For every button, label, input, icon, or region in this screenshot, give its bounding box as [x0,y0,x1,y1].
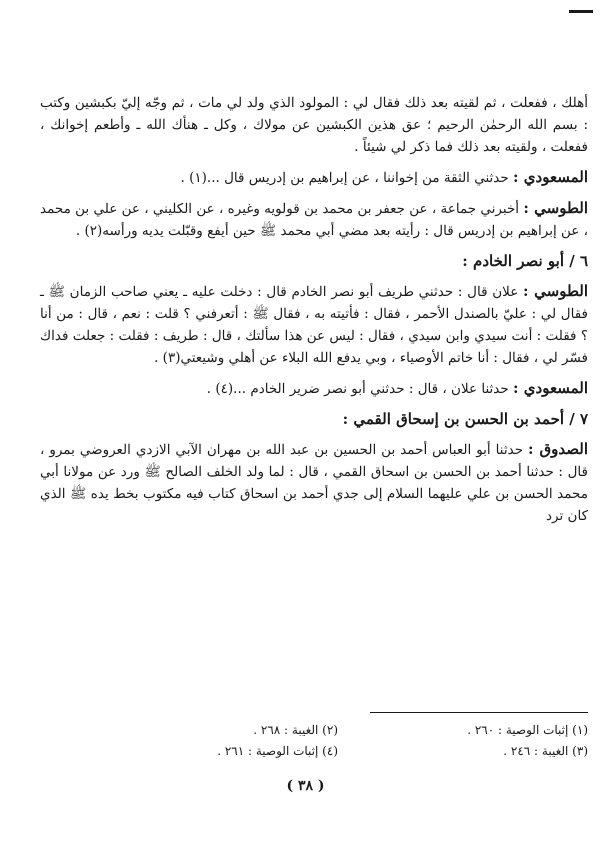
paragraph-text: حدثنا أبو العباس أحمد بن الحسين بن عبد الله بن مهران الآبي الازدي العروضي بمرو ، قال : حدثنا أحمد بن الحسن بن اسحاق القمي ، قال : لما ولد الخلف الصالح ﷺ ورد عن مولانا أبي محمد الحسن بن علي عليهما السلام إلى جدي أحمد بن اسحاق كتاب فيه مكتوب بخط يده ﷺ الذي كان ترد [40,442,588,524]
footnote: (٢) الغيبة : ٢٦٨ . [253,723,338,737]
footnote-separator [370,712,588,713]
footnote: (٤) إثبات الوصية : ٢٦١ . [217,744,338,758]
paragraph-text: علان قال : حدثني طريف أبو نصر الخادم قال : دخلت عليه ـ يعني صاحب الزمان ﷺ ـ فقال لي : عليّ بالصندل الأحمر ، فقال : فأتيته به ، فقال ﷺ : أتعرفني ؟ قلت : نعم ، قال : من أنا ؟ فقلت : أنت سيدي وابن سيدي ، فقال : ليس عن هذا سألتك ، قال : طريف : فقلت : جعلت فداك فسّر لي ، فقال : أنا خاتم الأوصياء ، وبي يدفع الله البلاء عن أهلي وشيعتي(٣) . [40,284,588,366]
section-heading: ٦ / أبو نصر الخادم : [462,252,588,270]
header-rule [569,10,593,13]
main-text [40,92,588,535]
footnote: (٣) الغيبة : ٢٤٦ . [503,744,588,758]
footnote: (١) إثبات الوصية : ٢٦٠ . [467,723,588,737]
paragraph [40,166,588,189]
paragraph-text: حدثنا علان ، قال : حدثني أبو نصر ضرير الخادم ...(٤) . [206,381,514,397]
section-heading: ٧ / أحمد بن الحسن بن إسحاق القمي : [342,410,588,428]
source-label: الطوسي : [522,282,589,300]
source-label: المسعودي : [513,168,588,186]
paragraph [40,438,588,527]
paragraph [40,197,588,242]
source-label: الطوسي : [523,199,588,217]
paragraph [40,377,588,400]
paragraph-text: حدثني الثقة من إخواننا ، عن إبراهيم بن إدريس قال ...(١) . [180,170,514,186]
paragraph [40,92,588,158]
page-number: ( ٣٨ ) [286,778,325,794]
source-label: الصدوق : [528,440,589,458]
source-label: المسعودي : [513,379,588,397]
footnotes [100,720,588,762]
paragraph [40,280,588,369]
paragraph-text: أهلك ، ففعلت ، ثم لقيته بعد ذلك فقال لي : المولود الذي ولد لي مات ، ثم وجّه إليّ بكبشين وكتب : بسم الله الرحمٰن الرحيم ؛ عق هذين الكبشين عن مولاك ، وكل ـ هنأك الله ـ وأطعم إخوانك ، ففعلت ، ولقيته بعد ذلك فما ذكر لي شيئاً . [40,95,588,155]
paragraph-text: أخبرني جماعة ، عن جعفر بن محمد بن قولويه وغيره ، عن الكليني ، عن علي بن محمد ، عن إبراهيم بن إدريس قال : رأيته بعد مضي أبي محمد ﷺ حين أيفع وقبّلت يديه ورأسه(٢) . [40,201,588,239]
